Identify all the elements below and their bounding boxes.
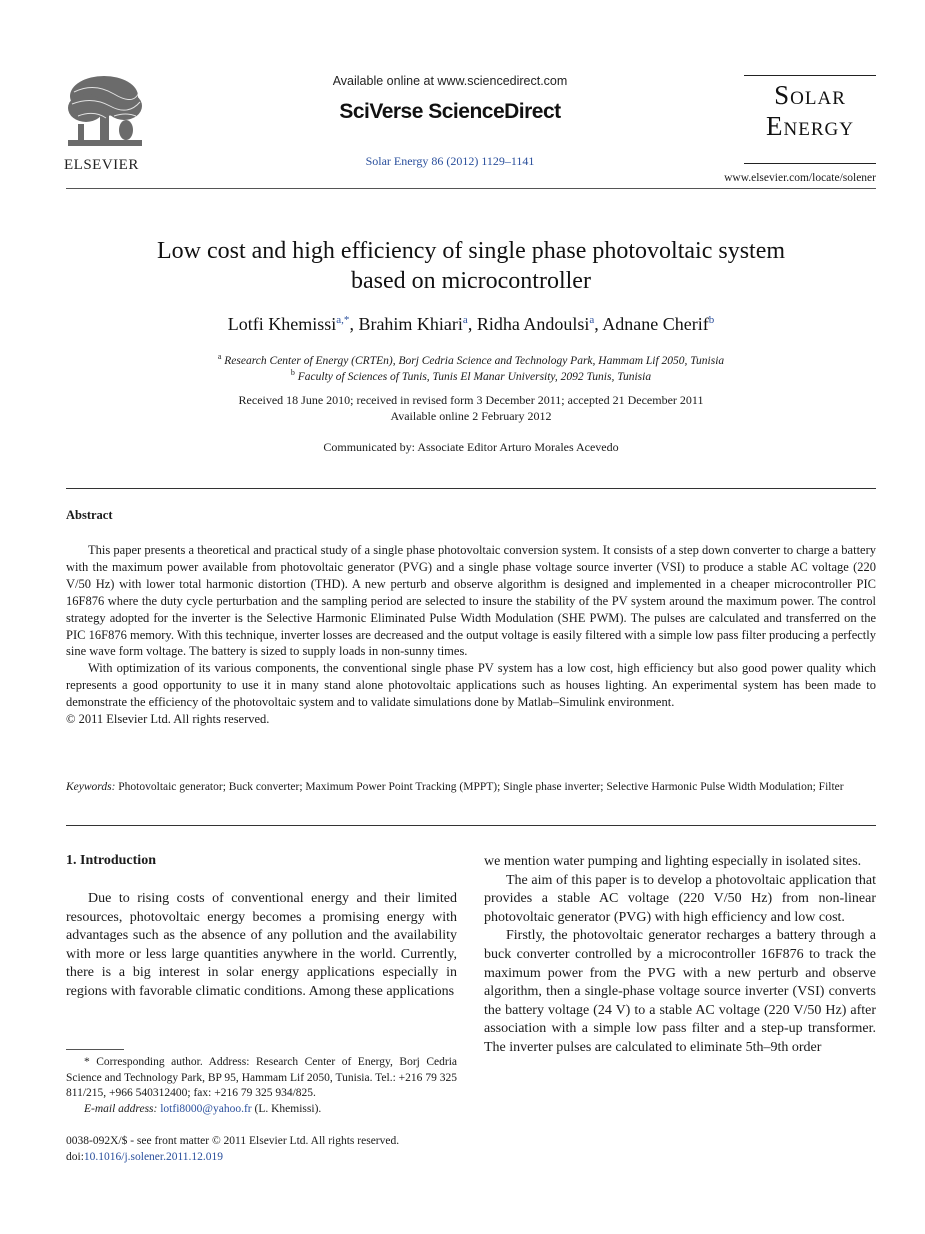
- author-affiliation-mark[interactable]: b: [708, 314, 715, 326]
- elsevier-tree-icon: [64, 72, 146, 154]
- abstract-bottom-divider: [66, 825, 876, 826]
- abstract-heading: Abstract: [66, 508, 113, 522]
- journal-title-line2: Energy: [766, 111, 854, 141]
- author-list: [66, 314, 876, 335]
- affiliation-text: Research Center of Energy (CRTEn), Borj Cedria Science and Technology Park, Hammam Lif 2050, Tunisia: [224, 354, 725, 367]
- communicated-by: Communicated by: Associate Editor Arturo Morales Acevedo: [323, 440, 619, 454]
- journal-title-line1: Solar: [774, 80, 846, 110]
- email-suffix: (L. Khemissi).: [254, 1102, 322, 1115]
- journal-url-link[interactable]: www.elsevier.com/locate/solener: [724, 172, 876, 184]
- journal-logo-rule-bottom: [744, 163, 876, 164]
- section-heading-introduction: 1. Introduction: [66, 853, 156, 868]
- footnote-divider: [66, 1049, 124, 1050]
- intro-paragraph-continued: we mention water pumping and lighting especially in isolated sites.: [484, 854, 862, 869]
- keywords: [66, 780, 876, 796]
- abstract-copyright: © 2011 Elsevier Ltd. All rights reserved.: [66, 712, 270, 727]
- journal-reference-link[interactable]: Solar Energy 86 (2012) 1129–1141: [365, 154, 535, 168]
- keywords-label: Keywords:: [66, 781, 116, 793]
- abstract-paragraph-2: With optimization of its various components, the conventional single phase PV system has a low cost, high efficiency but also good power quality which represents a good opportunity to use it in many stand alone photovoltaic applications such as houses lighting. An experimental system has been made to demonstrate the efficiency of the photovoltaic system and to validate simulations done by Matlab–Simulink environment.: [66, 661, 876, 710]
- corresponding-author-note: * Corresponding author. Address: Research Center of Energy, Borj Cedria Science and Technology Park, BP 95, Hammam Lif 2050, Tunisia. Tel.: +216 79 325 811/215, +966 540312400; fax: +216 79 325 934/825.: [66, 1056, 457, 1099]
- author-name: Lotfi Khemissi: [227, 314, 337, 334]
- doi-link[interactable]: 10.1016/j.solener.2011.12.019: [83, 1150, 224, 1163]
- affiliation-mark: b: [290, 368, 295, 377]
- email-line: [66, 1102, 457, 1118]
- author-affiliation-mark[interactable]: a,*: [336, 314, 350, 326]
- abstract-body: [66, 542, 876, 728]
- abstract-top-divider: [66, 488, 876, 489]
- available-online-text: Available online at www.sciencedirect.com: [332, 74, 568, 88]
- journal-logo-rule-top: [744, 75, 876, 76]
- left-column: [66, 890, 457, 1002]
- footnote: [66, 1055, 457, 1117]
- author-affiliation-mark[interactable]: a: [589, 314, 595, 326]
- received-dates: Received 18 June 2010; received in revised form 3 December 2011; accepted 21 December 2011: [238, 393, 704, 407]
- author-separator: ,: [467, 314, 477, 334]
- title-line-2: based on microcontroller: [351, 268, 591, 294]
- abstract-paragraph-1: This paper presents a theoretical and practical study of a single phase photovoltaic conversion system. It consists of a step down converter to charge a battery with the maximum power available from photovoltaic generator (PVG) and a single phase voltage source inverter (VSI) to produce a stable AC voltage (220 V/50 Hz) with lower total harmonic distortion (THD). A new perturb and observe algorithm is designed and implemented in a cheaper microcontroller PIC 16F876 where the duty cycle perturbation and the sampling period are selected to insure the stability of the PV system around the maximum power. The control strategy adopted for the inverter is the Selective Harmonic Eliminated Pulse Width Modulation (SHE PWM). The pulses are calculated and transferred on the PIC 16F876 memory. With this technique, inverter losses are decreased and the output voltage is easily filtered with a simple low pass filter producing a perfectly sine wave form voltage. The battery is sized to supply loads in non-sunny times.: [66, 543, 876, 659]
- email-label: E-mail address:: [84, 1102, 158, 1115]
- keywords-list: Photovoltaic generator; Buck converter; Maximum Power Point Tracking (MPPT); Single phase inverter; Selective Harmonic Pulse Width Modulation; Filter: [118, 781, 844, 793]
- doi-line: [66, 1150, 486, 1166]
- issn-line: 0038-092X/$ - see front matter © 2011 Elsevier Ltd. All rights reserved.: [66, 1135, 400, 1147]
- available-date: Available online 2 February 2012: [390, 409, 552, 423]
- publisher-name: ELSEVIER: [64, 157, 139, 173]
- issn-block: [66, 1134, 486, 1165]
- doi-label: doi:: [66, 1150, 84, 1163]
- journal-logo: [744, 80, 876, 142]
- author-affiliation-mark[interactable]: a: [462, 314, 468, 326]
- elsevier-logo: [64, 72, 154, 173]
- title-line-1: Low cost and high efficiency of single phase photovoltaic system: [156, 238, 786, 264]
- affiliation-text: Faculty of Sciences of Tunis, Tunis El Manar University, 2092 Tunis, Tunisia: [297, 370, 652, 383]
- author-name: Brahim Khiari: [358, 314, 463, 334]
- article-title: [66, 236, 876, 296]
- affiliation-a: [66, 352, 876, 367]
- affiliation-mark: a: [217, 352, 222, 361]
- author-separator: ,: [594, 314, 603, 334]
- author-name: Adnane Cherif: [602, 314, 709, 334]
- intro-paragraph-1: Due to rising costs of conventional energy and their limited resources, photovoltaic energy becomes a promising energy with advantages such as the absence of any pollution and the availability with more or less large quantities anywhere in the world. Currently, there is a big interest in solar energy applications especially in regions with favorable climatic conditions. Among these applications: [66, 891, 457, 999]
- platform-name: SciVerse ScienceDirect: [339, 100, 561, 123]
- intro-paragraph-3: Firstly, the photovoltaic generator recharges a battery through a buck converter controlled by a microcontroller 16F876 to track the maximum power from the PVG with a new perturb and observe algorithm, then a single-phase voltage source inverter (VSI) converts the battery voltage (24 V) to a stable AC voltage (220 V/50 Hz) after association with a simple low pass filter and a step-up transformer. The inverter pulses are calculated to eliminate 5th–9th order: [484, 928, 876, 1055]
- intro-paragraph-2: The aim of this paper is to develop a photovoltaic application that provides a stable AC voltage (220 V/50 Hz) from non-linear photovoltaic generator (PVG) with high efficiency and low cost.: [484, 872, 876, 925]
- author-separator: ,: [349, 314, 359, 334]
- affiliation-b: [66, 368, 876, 383]
- email-link[interactable]: lotfi8000@yahoo.fr: [160, 1102, 252, 1115]
- header-divider: [66, 188, 876, 189]
- right-column: [484, 853, 876, 1058]
- author-name: Ridha Andoulsi: [476, 314, 590, 334]
